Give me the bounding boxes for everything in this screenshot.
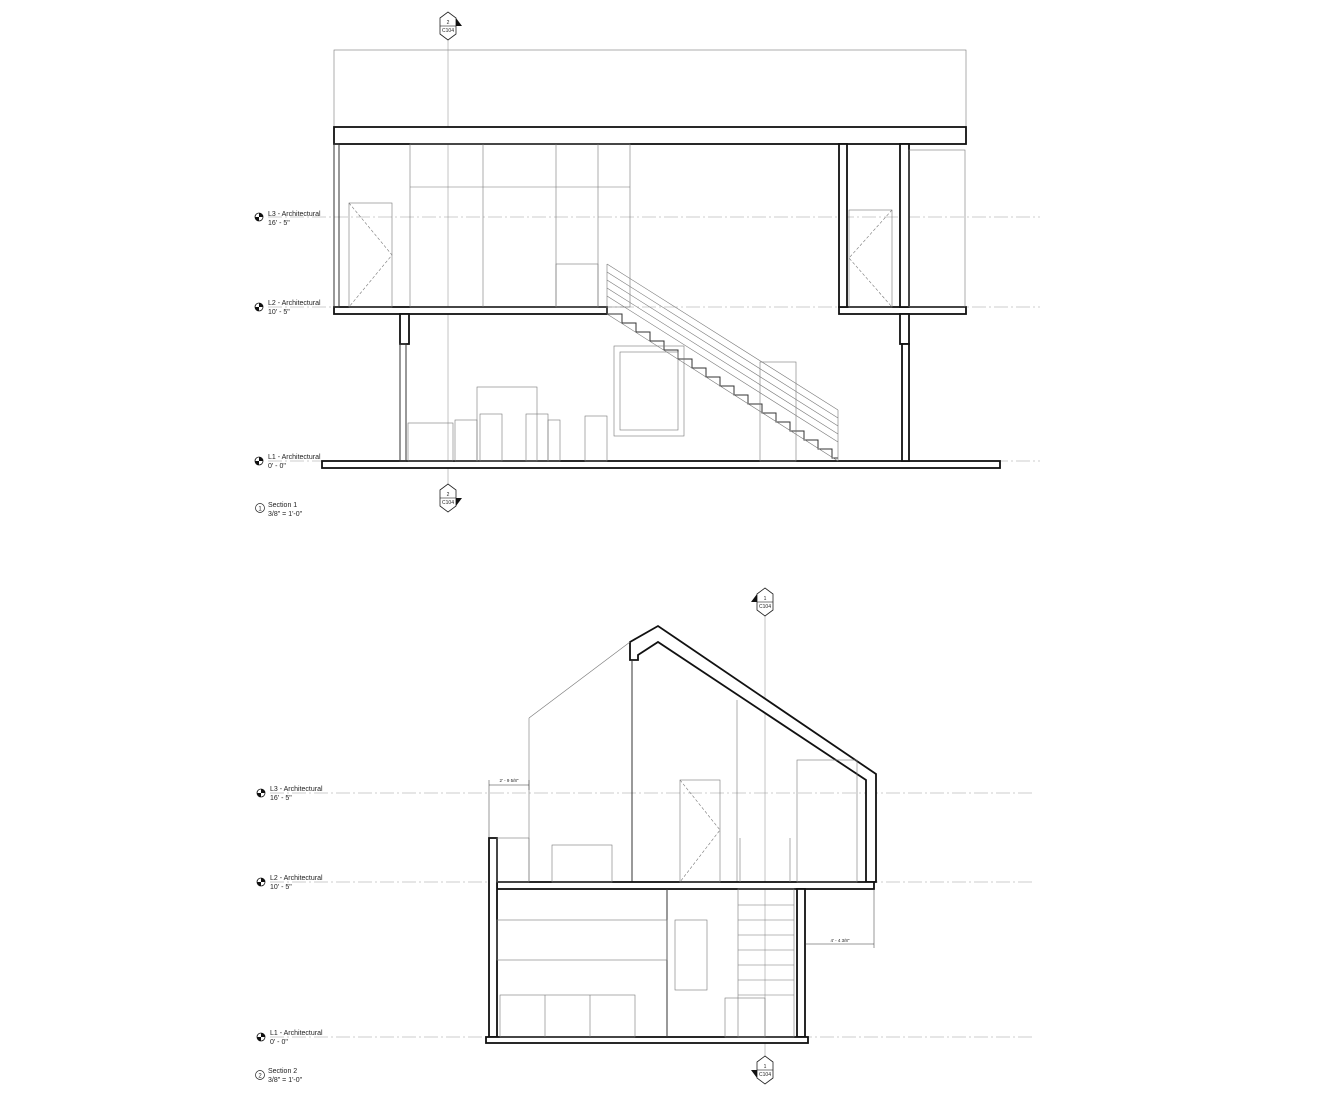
roof-slab	[334, 127, 966, 144]
section-tag-top	[751, 588, 773, 616]
level-marker-l2	[257, 875, 323, 891]
section-2-drawing	[256, 588, 1034, 1084]
tag-number: 1	[763, 596, 767, 602]
door-lower	[760, 362, 796, 461]
level-elevation: 16' - 5"	[270, 795, 292, 802]
window-lower	[614, 346, 684, 436]
section-1-drawing	[255, 12, 1040, 518]
view-title: Section 1	[268, 502, 298, 509]
door-upper	[680, 780, 720, 882]
level-name: L1 - Architectural	[270, 1030, 323, 1037]
wall-left	[489, 838, 497, 1037]
gable-roof	[630, 626, 876, 882]
level-marker-l3	[257, 786, 323, 802]
view-title-section-1	[256, 502, 303, 518]
level-elevation: 16' - 5"	[268, 220, 290, 227]
level-name: L1 - Architectural	[268, 454, 321, 461]
wall-lower-right	[902, 344, 909, 461]
table-lower	[725, 998, 765, 1037]
window-lower-inner	[620, 352, 678, 430]
roof-outline	[334, 50, 966, 127]
cabinet-upper	[552, 845, 612, 882]
tag-sheet: C104	[442, 500, 454, 506]
level-elevation: 0' - 0"	[268, 463, 286, 470]
view-title: Section 2	[268, 1068, 298, 1075]
section-tag-top	[440, 12, 462, 40]
upper-cabinets	[497, 920, 667, 960]
door-upper-left	[349, 203, 392, 307]
lower-cabinets	[500, 995, 635, 1037]
beam-left	[400, 314, 409, 344]
ground-slab	[486, 1037, 808, 1043]
level-name: L2 - Architectural	[268, 300, 321, 307]
dining-furniture	[408, 387, 607, 461]
tag-number: 2	[446, 20, 450, 26]
wall-upper-mid	[839, 144, 847, 307]
window-upper-right	[797, 760, 857, 882]
view-number: 1	[258, 506, 262, 513]
window-lower	[675, 920, 707, 990]
dimension-right	[805, 889, 874, 948]
floor-slab-l2-left	[334, 307, 607, 314]
level-name: L2 - Architectural	[270, 875, 323, 882]
level-marker-l1	[255, 454, 321, 470]
dimension-left	[489, 778, 529, 838]
tag-number: 1	[763, 1064, 767, 1070]
level-elevation: 10' - 5"	[270, 884, 292, 891]
dimension-text: 2' - 9 5/8"	[499, 778, 519, 783]
stair-run	[738, 889, 794, 1037]
ground-slab	[322, 461, 1000, 468]
view-scale: 3/8" = 1'-0"	[268, 1077, 303, 1084]
rear-gable-line	[529, 642, 630, 718]
level-name: L3 - Architectural	[268, 211, 321, 218]
stair	[607, 264, 838, 461]
tag-sheet: C104	[442, 28, 454, 34]
section-tag-bottom	[751, 1056, 773, 1084]
floor-slab-l2-right	[839, 307, 966, 314]
dimension-text: 4' - 4 3/8"	[830, 938, 850, 943]
view-scale: 3/8" = 1'-0"	[268, 511, 303, 518]
door-upper-right	[849, 210, 892, 307]
beam-right	[900, 314, 909, 344]
tag-number: 2	[446, 492, 450, 498]
panel-upper-right	[909, 150, 965, 307]
tag-sheet: C104	[759, 604, 771, 610]
door-swing	[680, 780, 720, 882]
level-marker-l2	[255, 300, 321, 316]
level-name: L3 - Architectural	[270, 786, 323, 793]
wall-upper-left	[334, 144, 339, 307]
wall-upper-right	[900, 144, 909, 307]
level-elevation: 0' - 0"	[270, 1039, 288, 1046]
wall-lower-right	[797, 889, 805, 1037]
view-title-section-2	[256, 1068, 303, 1084]
section-tag-bottom	[440, 484, 462, 512]
level-elevation: 10' - 5"	[268, 309, 290, 316]
level-marker-l1	[257, 1030, 323, 1046]
floor-slab-l2	[497, 882, 874, 889]
tag-sheet: C104	[759, 1072, 771, 1078]
parapet	[497, 838, 529, 882]
wall-lower-left	[400, 344, 406, 461]
level-marker-l3	[255, 211, 321, 227]
view-number: 2	[258, 1073, 262, 1080]
curtain-wall-upper	[410, 144, 630, 307]
